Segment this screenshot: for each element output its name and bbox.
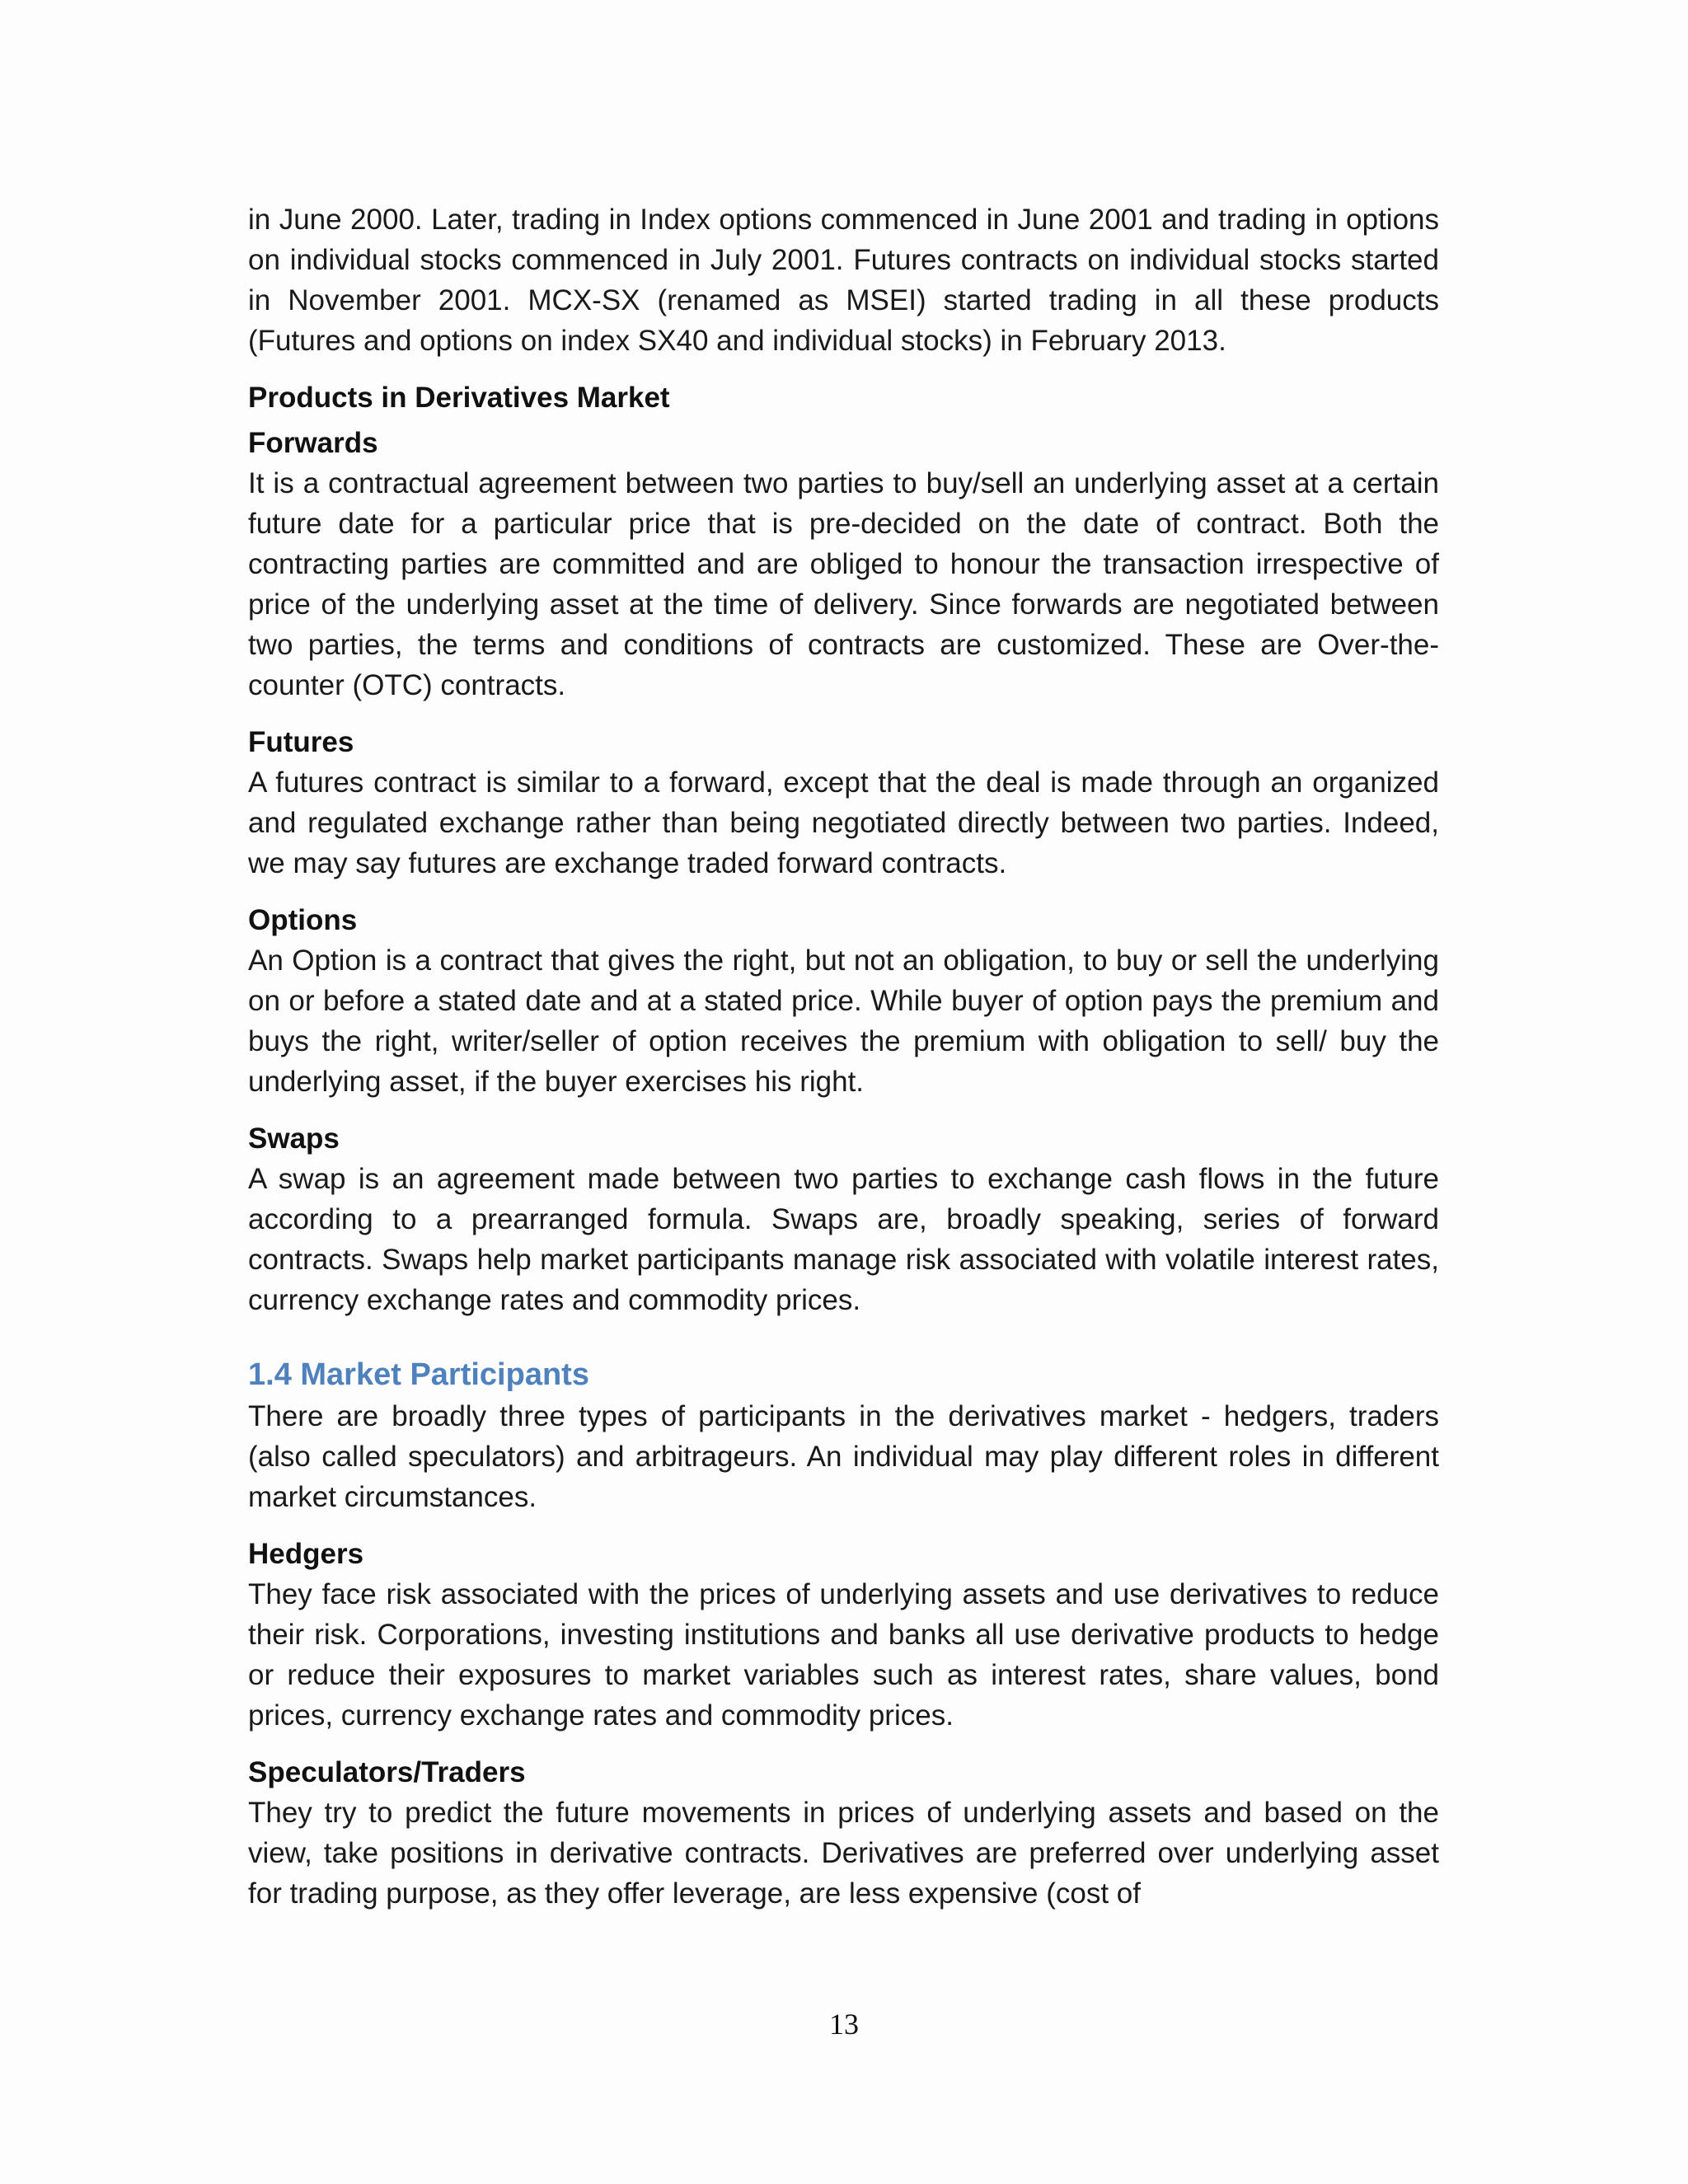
market-participants-heading: 1.4 Market Participants: [248, 1357, 589, 1392]
products-heading: Products in Derivatives Market: [248, 382, 670, 414]
hedgers-paragraph: They face risk associated with the prices of underlying assets and use derivatives to reduce their risk. Corporations, investing institutions and banks all use derivative products to hedge or reduce their exposures to market variables such as interest rates, share values, bond prices, currency exchange rates and commodity prices.: [248, 1578, 1439, 1732]
forwards-heading: Forwards: [248, 427, 378, 459]
speculators-paragraph: They try to predict the future movements in prices of underlying assets and based on the view, take positions in derivative contracts. Derivatives are preferred over underlying asset for trading purpose, as they offer leverage, are less expensive (cost of: [248, 1797, 1439, 1910]
hedgers-heading: Hedgers: [248, 1538, 364, 1570]
options-heading: Options: [248, 904, 358, 936]
market-participants-paragraph: There are broadly three types of participants in the derivatives market - hedgers, traders (also called speculators) and arbitrageurs. An individual may play different roles in different market circumstances.: [248, 1400, 1439, 1513]
page-number: 13: [829, 2008, 859, 2041]
futures-paragraph: A futures contract is similar to a forward, except that the deal is made through an organized and regulated exchange rather than being negotiated directly between two parties. Indeed, we may say futures are exchange traded forward contracts.: [248, 766, 1439, 879]
speculators-heading: Speculators/Traders: [248, 1756, 526, 1788]
forwards-paragraph: It is a contractual agreement between two parties to buy/sell an underlying asset at a certain future date for a particular price that is pre-decided on the date of contract. Both the contracting parties are committed and are obliged to honour the transaction irrespective of price of the underlying asset at the time of delivery. Since forwards are negotiated between two parties, the terms and conditions of contracts are customized. These are Over-the-counter (OTC) contracts.: [248, 467, 1439, 701]
intro-paragraph: in June 2000. Later, trading in Index options commenced in June 2001 and trading in options on individual stocks commenced in July 2001. Futures contracts on individual stocks started in November 2001. MCX-SX (renamed as MSEI) started trading in all these products (Futures and options on index SX40 and individual stocks) in February 2013.: [248, 204, 1439, 357]
swaps-paragraph: A swap is an agreement made between two parties to exchange cash flows in the future according to a prearranged formula. Swaps are, broadly speaking, series of forward contracts. Swaps help market participants manage risk associated with volatile interest rates, currency exchange rates and commodity prices.: [248, 1163, 1439, 1316]
swaps-heading: Swaps: [248, 1122, 340, 1155]
page-content: [248, 199, 1439, 1914]
options-paragraph: An Option is a contract that gives the right, but not an obligation, to buy or sell the underlying on or before a stated date and at a stated price. While buyer of option pays the premium and buys the right, writer/seller of option receives the premium with obligation to sell/ buy the underlying asset, if the buyer exercises his right.: [248, 944, 1439, 1098]
futures-heading: Futures: [248, 726, 354, 758]
